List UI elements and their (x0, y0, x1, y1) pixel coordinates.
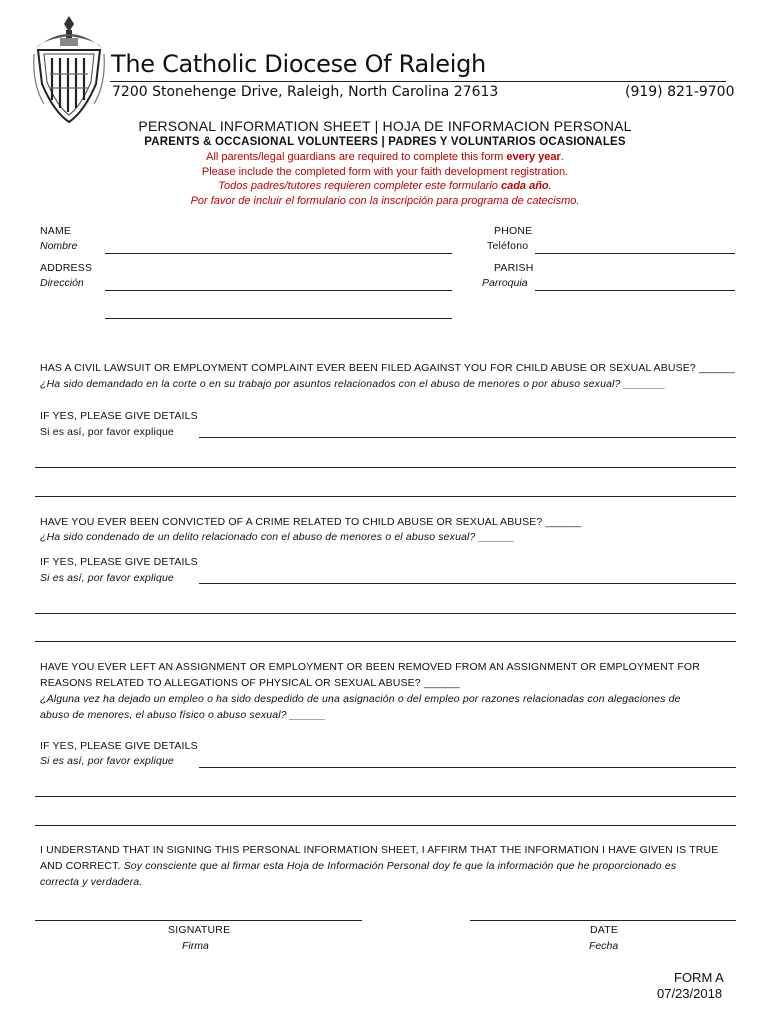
org-phone: (919) 821-9700 (625, 84, 735, 100)
org-address: 7200 Stonehenge Drive, Raleigh, North Carolina 27613 (112, 84, 499, 100)
q3-details-field-3[interactable] (35, 825, 736, 826)
parish-label: PARISH (494, 262, 534, 274)
q2-details-label: IF YES, PLEASE GIVE DETAILS (40, 556, 198, 568)
form-revision-date: 07/23/2018 (657, 986, 723, 1001)
question-2: HAVE YOU EVER BEEN CONVICTED OF A CRIME RELATED TO CHILD ABUSE OR SEXUAL ABUSE? ______ (40, 516, 582, 528)
signature-label-es: Firma (182, 940, 209, 952)
q2-details-label-es: Si es así, por favor explique (40, 572, 174, 584)
address-label-es: Dirección (40, 277, 84, 289)
question-2-es: ¿Ha sido condenado de un delito relacionado con el abuso de menores o el abuso sexual? ______ (40, 531, 515, 543)
q3-details-label-es: Si es así, por favor explique (40, 755, 174, 767)
phone-label: PHONE (494, 225, 533, 237)
question-3-line-1: HAVE YOU EVER LEFT AN ASSIGNMENT OR EMPLOYMENT OR BEEN REMOVED FROM AN ASSIGNMENT OR EMPLOYMENT FOR (40, 661, 700, 673)
form-subtitle: PARENTS & OCCASIONAL VOLUNTEERS | PADRES Y VOLUNTARIOS OCASIONALES (144, 136, 626, 148)
question-3-es-line-1: ¿Alguna vez ha dejado un empleo o ha sido despedido de una asignación o del empleo por razones relacionadas con alegaciones de (40, 693, 681, 705)
name-label-es: Nombre (40, 240, 78, 252)
q2-details-field-1[interactable] (199, 583, 736, 584)
q2-details-field-2[interactable] (35, 613, 736, 614)
q3-details-field-2[interactable] (35, 796, 736, 797)
diocese-seal-logo (30, 14, 108, 126)
org-name: The Catholic Diocese Of Raleigh (111, 50, 486, 78)
affirmation-line-3: correcta y verdadera. (40, 876, 143, 888)
parish-field[interactable] (535, 290, 735, 291)
address-field-1[interactable] (105, 290, 452, 291)
phone-field[interactable] (535, 253, 735, 254)
parish-label-es: Parroquia (482, 277, 528, 289)
question-3-line-2: REASONS RELATED TO ALLEGATIONS OF PHYSICAL OR SEXUAL ABUSE? ______ (40, 677, 460, 689)
affirmation-line-1: I UNDERSTAND THAT IN SIGNING THIS PERSONAL INFORMATION SHEET, I AFFIRM THAT THE INFORMATION I HAVE GIVEN IS TRUE (40, 844, 719, 856)
form-title: PERSONAL INFORMATION SHEET | HOJA DE INFORMACION PERSONAL (138, 118, 632, 134)
date-label-es: Fecha (589, 940, 619, 952)
affirmation-line-2: AND CORRECT. Soy consciente que al firmar esta Hoja de Información Personal doy fe que la información que he proporcionado es (40, 860, 677, 872)
instruction-line-4: Por favor de incluir el formulario con la inscripción para programa de catecismo. (190, 195, 580, 207)
q3-details-field-1[interactable] (199, 767, 736, 768)
header-rule (110, 81, 726, 82)
instruction-line-1: All parents/legal guardians are required to complete this form every year. (206, 151, 564, 163)
question-1: HAS A CIVIL LAWSUIT OR EMPLOYMENT COMPLAINT EVER BEEN FILED AGAINST YOU FOR CHILD ABUSE OR SEXUAL ABUSE? ______ (40, 362, 735, 374)
signature-field[interactable] (35, 920, 362, 921)
q2-details-field-3[interactable] (35, 641, 736, 642)
q1-details-field-3[interactable] (35, 496, 736, 497)
q1-details-label-es: Si es así, por favor explique (40, 426, 174, 438)
phone-label-es: Teléfono (487, 240, 529, 252)
name-label: NAME (40, 225, 72, 237)
signature-label: SIGNATURE (168, 924, 231, 936)
address-label: ADDRESS (40, 262, 93, 274)
q1-details-field-1[interactable] (199, 437, 736, 438)
name-field[interactable] (105, 253, 452, 254)
question-1-es: ¿Ha sido demandado en la corte o en su trabajo por asuntos relacionados con el abuso de menores o por abuso sexual? _______ (40, 378, 666, 390)
instruction-line-2: Please include the completed form with your faith development registration. (201, 166, 569, 178)
form-id: FORM A (674, 970, 724, 985)
q3-details-label: IF YES, PLEASE GIVE DETAILS (40, 740, 198, 752)
instruction-line-3: Todos padres/tutores requieren completer este formulario cada año. (218, 180, 552, 192)
q1-details-label: IF YES, PLEASE GIVE DETAILS (40, 410, 198, 422)
q1-details-field-2[interactable] (35, 467, 736, 468)
question-3-es-line-2: abuso de menores, el abuso físico o abuso sexual? ______ (40, 709, 326, 721)
date-label: DATE (590, 924, 619, 936)
address-field-2[interactable] (105, 318, 452, 319)
date-field[interactable] (470, 920, 736, 921)
